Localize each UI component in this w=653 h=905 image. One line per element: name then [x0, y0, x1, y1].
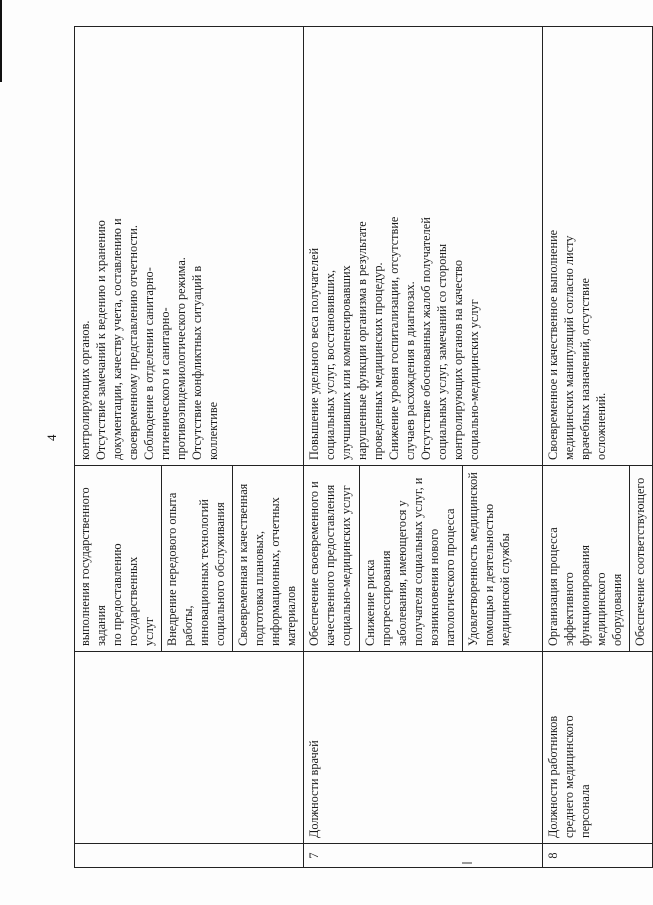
table-row [75, 27, 162, 868]
task-cell: Снижение риска прогрессирования заболевания, имеющегося у получателя социальных услуг, и возникновения нового патологического процесса [359, 466, 462, 652]
criteria-table [74, 26, 653, 868]
task-cell: Обеспечение соответствующего [629, 466, 652, 652]
table-row [303, 27, 359, 868]
criteria-cell: Повышение удельного веса получателей социальных услуг, восстановивших, улучшивших или компенсировавших нарушенные функции организма в результате проведенных медицинских процедур. Снижение уровня госпитализации, отсутствие случаев расхождения в диагнозах. Отсутствие обоснованных жалоб получателей социальных услуг, замечаний со стороны контролирующих органов на качество социально-медицинских услуг [303, 27, 542, 466]
row-number: 7 [303, 844, 542, 868]
task-cell: Удовлетворенность медицинской помощью и деятельностью медицинской службы [462, 466, 542, 652]
position-cell: Должности врачей [303, 652, 542, 844]
task-cell: Своевременная и качественная подготовка плановых, информационных, отчетных материалов [232, 466, 303, 652]
position-cell [75, 652, 304, 844]
table-row [542, 27, 629, 868]
criteria-cell: Своевременное и качественное выполнение медицинских манипуляций согласно листу врачебных назначений, отсутствие осложнений. [542, 27, 652, 466]
task-cell: Организация процесса эффективного функционирования медицинского оборудования [542, 466, 629, 652]
page-number: 4 [44, 434, 59, 441]
task-cell: Внедрение передового опыта работы, инновационных технологий социального обслуживания [161, 466, 232, 652]
row-number: 8 [542, 844, 652, 868]
scan-edge-rule [0, 0, 2, 82]
row-number [75, 844, 304, 868]
rotated-page [74, 26, 647, 868]
criteria-cell: контролирующих органов. Отсутствие замечаний к ведению и хранению документации, качеству учета, составлению и своевременному представлению отчетности. Соблюдение в отделении санитарно- гигиенического и санитарно- противоэпидемиологического режима. Отсутствие конфликтных ситуаций в коллективе [75, 27, 304, 466]
task-cell: Обеспечение своевременного и качественного предоставления социально-медицинских услуг [303, 466, 359, 652]
task-cell: выполнения государственного задания по предоставлению государственных услуг [75, 466, 162, 652]
position-cell: Должности работников среднего медицинского персонала [542, 652, 652, 844]
